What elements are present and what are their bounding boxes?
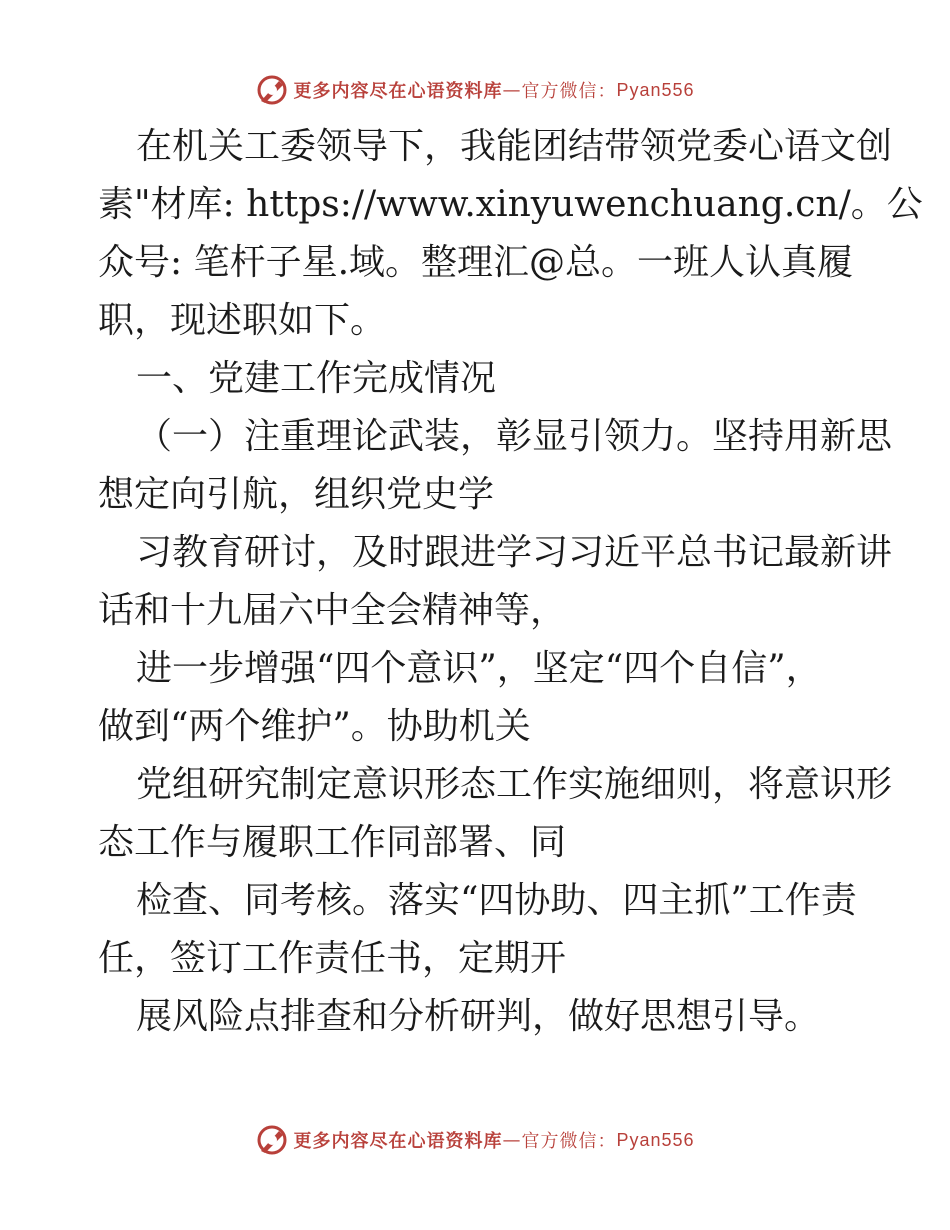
text-line: 展风险点排查和分析研判，做好思想引导。 bbox=[136, 996, 821, 1037]
section-heading: 一、党建工作完成情况 bbox=[136, 358, 497, 399]
watermark-dash: — bbox=[502, 79, 522, 101]
text-line: 任，签订工作责任书，定期开 bbox=[98, 938, 567, 979]
text-line: 话和十九届六中全会精神等， bbox=[98, 590, 567, 631]
text-line: 素"材库: https://www.xinyuwenchuang.cn/。公 bbox=[98, 184, 923, 225]
watermark-brand: 更多内容尽在心语资料库 bbox=[293, 81, 503, 102]
text-line: 想定向引航，组织党史学 bbox=[98, 474, 495, 515]
text-line: 职，现述职如下。 bbox=[98, 300, 387, 341]
watermark-wechat-label: 官方微信： bbox=[521, 1131, 617, 1152]
watermark-wechat-id: Pyan556 bbox=[616, 1129, 695, 1150]
watermark-wechat-label: 官方微信： bbox=[521, 81, 617, 102]
text-line: 习教育研讨，及时跟进学习习近平总书记最新讲 bbox=[136, 532, 893, 573]
watermark-brand: 更多内容尽在心语资料库 bbox=[293, 1131, 503, 1152]
footer-watermark bbox=[0, 1120, 950, 1160]
pen-logo-icon bbox=[255, 73, 289, 107]
pen-logo-icon bbox=[255, 1123, 289, 1157]
text-line: 态工作与履职工作同部署、同 bbox=[98, 822, 567, 863]
header-watermark bbox=[0, 70, 950, 110]
text-line: 党组研究制定意识形态工作实施细则，将意识形 bbox=[136, 764, 893, 805]
text-line: 进一步增强“四个意识”，坚定“四个自信”， bbox=[136, 648, 822, 689]
text-line: 在机关工委领导下，我能团结带领党委心语文创 bbox=[136, 126, 893, 167]
document-body bbox=[98, 118, 923, 1046]
watermark-dash: — bbox=[502, 1129, 522, 1151]
text-line: （一）注重理论武装，彰显引领力。坚持用新思 bbox=[136, 416, 893, 457]
watermark-wechat-id: Pyan556 bbox=[616, 79, 695, 100]
text-line: 做到“两个维护”。协助机关 bbox=[98, 706, 531, 747]
text-line: 众号: 笔杆子星.域。整理汇@总。一班人认真履 bbox=[98, 242, 854, 283]
text-line: 检查、同考核。落实“四协助、四主抓”工作责 bbox=[136, 880, 857, 921]
